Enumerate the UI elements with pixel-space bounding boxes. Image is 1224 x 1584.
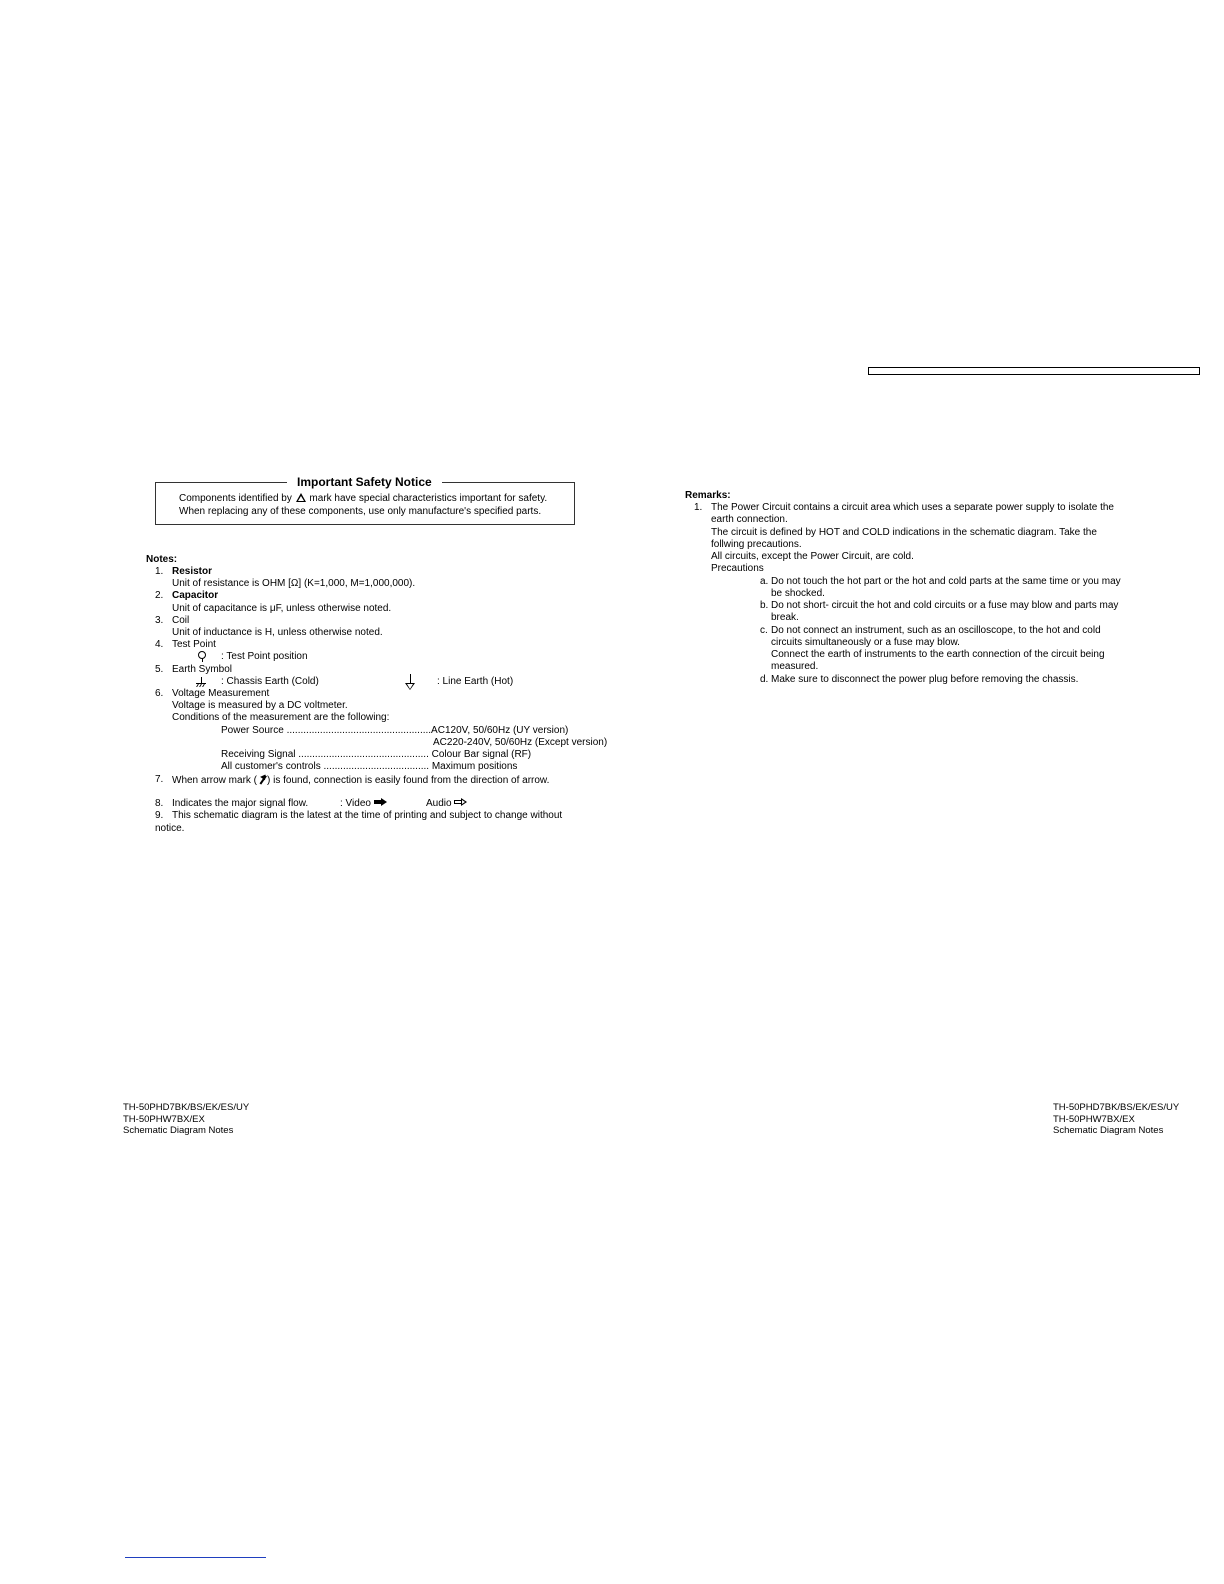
note-3-desc: Unit of inductance is H, unless otherwise noted. bbox=[172, 627, 383, 638]
footer-right-title: Schematic Diagram Notes bbox=[1053, 1125, 1164, 1136]
safety-notice-line-2: When replacing any of these components, use only manufacture's specified parts. bbox=[179, 506, 542, 517]
note-5-hot: : Line Earth (Hot) bbox=[437, 676, 514, 687]
footer-left bbox=[123, 1102, 249, 1137]
footer-left-title: Schematic Diagram Notes bbox=[123, 1125, 234, 1136]
note-8-audio bbox=[426, 798, 467, 810]
footer-left-model-2: TH-50PHW7BX/EX bbox=[123, 1113, 205, 1125]
note-2-desc: Unit of capacitance is μF, unless otherwise noted. bbox=[172, 603, 392, 614]
remark-line: follwing precautions. bbox=[711, 539, 802, 550]
note-4-desc: : Test Point position bbox=[221, 651, 308, 662]
safety-notice-title: Important Safety Notice bbox=[287, 474, 442, 490]
precaution-d-line: Make sure to disconnect the power plug before removing the chassis. bbox=[771, 674, 1079, 685]
precaution-c-label: c. bbox=[760, 625, 768, 636]
note-5-number: 5. bbox=[155, 664, 164, 675]
arrow-mark-icon bbox=[257, 774, 267, 784]
note-7-pre: When arrow mark ( bbox=[172, 775, 258, 786]
audio-label: Audio bbox=[426, 798, 452, 809]
note-9-line-1: This schematic diagram is the latest at the time of printing and subject to change without bbox=[172, 810, 563, 821]
precaution-b-line: Do not short- circuit the hot and cold circuits or a fuse may blow and parts may bbox=[771, 600, 1119, 611]
precaution-d-label: d. bbox=[760, 674, 769, 685]
header-rule-box bbox=[868, 367, 1200, 375]
power-source-line: Power Source ....................................................AC120V, 50/60Hz (UY version) bbox=[221, 725, 569, 736]
line-earth-icon bbox=[404, 674, 416, 694]
note-2-title: Capacitor bbox=[172, 590, 219, 601]
note-7-number: 7. bbox=[155, 774, 164, 785]
note-8-video bbox=[340, 798, 387, 810]
precaution-b-label: b. bbox=[760, 600, 769, 611]
precaution-a-line: be shocked. bbox=[771, 588, 825, 599]
warning-triangle-icon bbox=[296, 493, 306, 502]
note-8-text: Indicates the major signal flow. bbox=[172, 798, 309, 809]
note-6-desc-1: Voltage is measured by a DC voltmeter. bbox=[172, 700, 348, 711]
note-4-title: Test Point bbox=[172, 639, 216, 650]
note-5-title: Earth Symbol bbox=[172, 664, 233, 675]
footer-right-model-1: TH-50PHD7BK/BS/EK/ES/UY bbox=[1053, 1102, 1180, 1113]
note-9-line-2: notice. bbox=[155, 823, 185, 834]
note-1-title: Resistor bbox=[172, 566, 213, 577]
note-8-number: 8. bbox=[155, 798, 164, 809]
video-arrow-icon bbox=[374, 798, 387, 806]
precaution-b-line: break. bbox=[771, 612, 799, 623]
footer-right bbox=[1053, 1102, 1179, 1137]
remark-line: All circuits, except the Power Circuit, are cold. bbox=[711, 551, 914, 562]
remarks-heading: Remarks: bbox=[685, 490, 731, 501]
note-3-title: Coil bbox=[172, 615, 190, 626]
note-4-number: 4. bbox=[155, 639, 164, 650]
note-6-number: 6. bbox=[155, 688, 164, 699]
precaution-a-label: a. bbox=[760, 576, 769, 587]
remark-line: The Power Circuit contains a circuit area which uses a separate power supply to isolate the bbox=[711, 502, 1114, 513]
precaution-c-line: circuits simultaneously or a fuse may blow. bbox=[771, 637, 960, 648]
safety-line1-post: mark have special characteristics important for safety. bbox=[309, 493, 548, 504]
remark-line: earth connection. bbox=[711, 514, 788, 525]
receiving-signal-line: Receiving Signal ............................................... Colour Bar signal (RF) bbox=[221, 749, 532, 760]
remark-1-number: 1. bbox=[694, 502, 703, 513]
footer-right-model-2: TH-50PHW7BX/EX bbox=[1053, 1113, 1135, 1125]
bottom-link-rule bbox=[125, 1557, 266, 1558]
note-6-desc-2: Conditions of the measurement are the following: bbox=[172, 712, 390, 723]
test-point-icon bbox=[198, 651, 206, 663]
note-7-post: ) is found, connection is easily found from the direction of arrow. bbox=[267, 775, 550, 786]
note-2-number: 2. bbox=[155, 590, 164, 601]
precaution-c-line: Connect the earth of instruments to the earth connection of the circuit being bbox=[771, 649, 1105, 660]
note-9-number: 9. bbox=[155, 810, 164, 821]
audio-arrow-icon bbox=[454, 798, 467, 806]
note-7-text bbox=[172, 774, 549, 787]
safety-line1-pre: Components identified by bbox=[179, 493, 292, 504]
precaution-c-line: Do not connect an instrument, such as an oscilloscope, to the hot and cold bbox=[771, 625, 1101, 636]
power-source-line-2: AC220-240V, 50/60Hz (Except version) bbox=[433, 737, 608, 748]
footer-left-model-1: TH-50PHD7BK/BS/EK/ES/UY bbox=[123, 1102, 250, 1113]
notes-heading: Notes: bbox=[146, 554, 178, 565]
note-1-desc: Unit of resistance is OHM [Ω] (K=1,000, M=1,000,000). bbox=[172, 578, 416, 589]
remark-line: The circuit is defined by HOT and COLD indications in the schematic diagram. Take the bbox=[711, 527, 1097, 538]
precautions-heading: Precautions bbox=[711, 563, 764, 574]
video-label: : Video bbox=[340, 798, 371, 809]
note-1-number: 1. bbox=[155, 566, 164, 577]
safety-notice-line-1 bbox=[179, 493, 547, 505]
note-6-title: Voltage Measurement bbox=[172, 688, 270, 699]
precaution-c-line: measured. bbox=[771, 661, 819, 672]
note-3-number: 3. bbox=[155, 615, 164, 626]
note-5-cold: : Chassis Earth (Cold) bbox=[221, 676, 319, 687]
precaution-a-line: Do not touch the hot part or the hot and cold parts at the same time or you may bbox=[771, 576, 1121, 587]
customer-controls-line: All customer's controls ...................................... Maximum positions bbox=[221, 761, 518, 772]
